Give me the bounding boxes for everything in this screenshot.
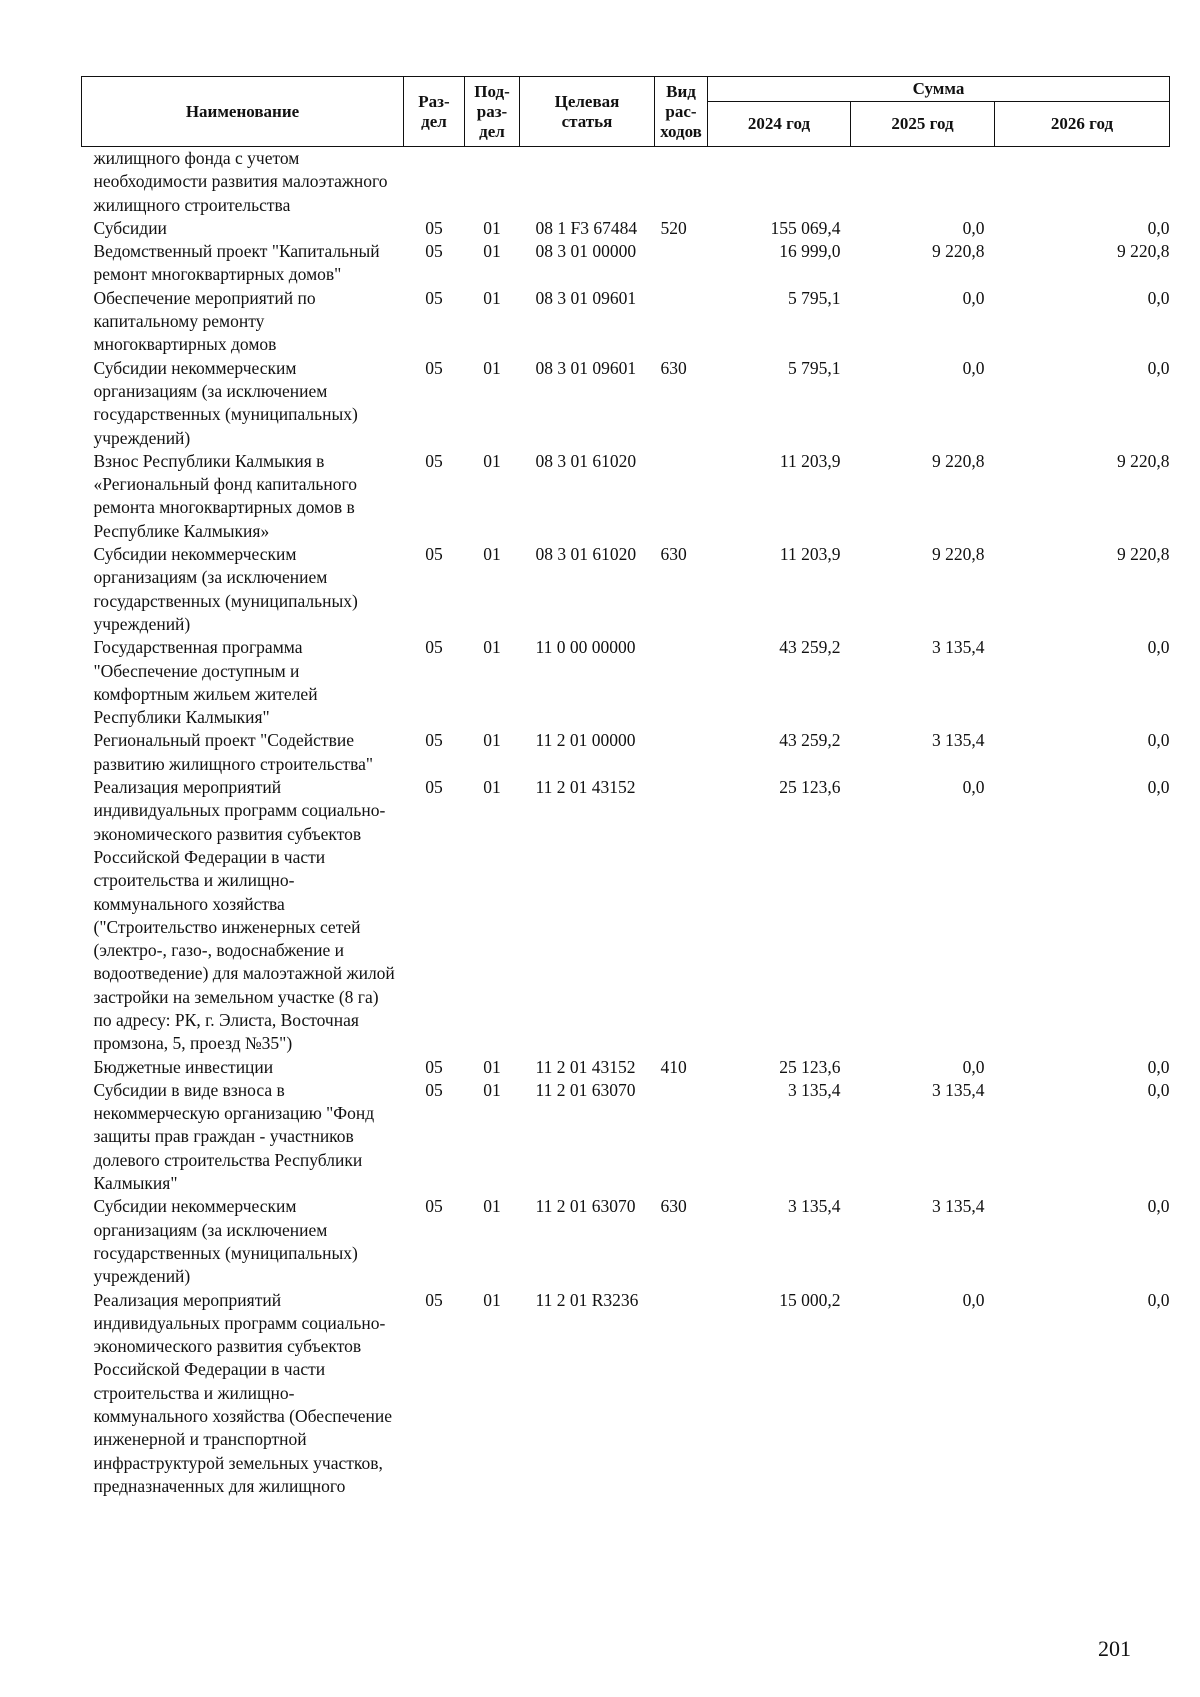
cell-sum-2026: 0,0	[1147, 1056, 1170, 1077]
table-row	[82, 1195, 1170, 1288]
table-row	[82, 147, 1170, 217]
cell-razdel	[404, 147, 465, 217]
cell-sum-2024: 5 795,1	[788, 357, 841, 378]
header-year-2024: 2024 год	[708, 102, 851, 147]
cell-name: Субсидии в виде взноса в некоммерческую организацию "Фонд защиты прав граждан - участников долевого строительства Республики Калмыкия"	[93, 1079, 375, 1194]
table-row	[82, 729, 1170, 776]
cell-vid-rashodov	[655, 729, 708, 776]
cell-razdel: 05	[425, 1289, 443, 1310]
header-summa: Сумма	[708, 77, 1170, 102]
cell-celevaya-statya: 11 2 01 43152	[535, 777, 636, 798]
header-vid-rashodov: Вид рас- ходов	[655, 77, 708, 147]
cell-podrazdel: 01	[483, 544, 501, 565]
cell-vid-rashodov: 630	[660, 357, 687, 378]
cell-vid-rashodov	[655, 1289, 708, 1499]
header-celevaya-statya: Целевая статья	[520, 77, 655, 147]
cell-name: Реализация мероприятий индивидуальных программ социально-экономического развития субъектов Российской Федерации в части строительства и жилищно-коммунального хозяйства (Обеспечение инженерной и транспортной инфраструктурой земельных участков, предназначенных для жилищного	[93, 1289, 393, 1496]
cell-vid-rashodov	[655, 636, 708, 729]
cell-razdel: 05	[425, 357, 443, 378]
cell-razdel: 05	[425, 217, 443, 238]
cell-celevaya-statya: 11 2 01 43152	[535, 1056, 636, 1077]
cell-vid-rashodov	[655, 240, 708, 287]
cell-celevaya-statya: 11 2 01 R3236	[535, 1289, 639, 1310]
cell-name: жилищного фонда с учетом необходимости развития малоэтажного жилищного строительства	[93, 148, 388, 215]
cell-sum-2024: 25 123,6	[779, 777, 841, 798]
table-row	[82, 776, 1170, 1056]
cell-podrazdel: 01	[483, 287, 501, 308]
header-year-2026: 2026 год	[995, 102, 1170, 147]
cell-sum-2025: 3 135,4	[932, 730, 985, 751]
cell-razdel: 05	[425, 730, 443, 751]
cell-sum-2026: 9 220,8	[1117, 544, 1170, 565]
table-body	[82, 147, 1170, 1499]
cell-sum-2025: 0,0	[962, 1056, 985, 1077]
cell-sum-2026: 0,0	[1147, 730, 1170, 751]
cell-sum-2025: 9 220,8	[932, 241, 985, 262]
cell-razdel: 05	[425, 1196, 443, 1217]
cell-sum-2025: 0,0	[962, 217, 985, 238]
header-podrazdel: Под- раз- дел	[465, 77, 520, 147]
cell-razdel: 05	[425, 1079, 443, 1100]
cell-celevaya-statya: 08 3 01 09601	[535, 287, 637, 308]
cell-podrazdel: 01	[483, 1196, 501, 1217]
cell-vid-rashodov: 630	[660, 1196, 687, 1217]
table-row	[82, 287, 1170, 357]
cell-razdel: 05	[425, 450, 443, 471]
cell-name: Обеспечение мероприятий по капитальному ремонту многоквартирных домов	[93, 287, 316, 355]
cell-sum-2024	[708, 147, 851, 217]
page-number: 201	[1098, 1636, 1131, 1661]
cell-sum-2025: 3 135,4	[932, 1079, 985, 1100]
cell-sum-2026: 0,0	[1147, 287, 1170, 308]
cell-sum-2025	[851, 147, 995, 217]
table-row	[82, 1056, 1170, 1079]
cell-sum-2026: 9 220,8	[1117, 241, 1170, 262]
cell-podrazdel: 01	[483, 1289, 501, 1310]
cell-sum-2026: 0,0	[1147, 1289, 1170, 1310]
cell-sum-2024: 3 135,4	[788, 1079, 841, 1100]
cell-sum-2025: 3 135,4	[932, 1196, 985, 1217]
header-razdel: Раз- дел	[404, 77, 465, 147]
cell-sum-2026: 0,0	[1147, 357, 1170, 378]
table-row	[82, 357, 1170, 450]
cell-sum-2024: 11 203,9	[779, 450, 841, 471]
cell-name: Реализация мероприятий индивидуальных программ социально-экономического развития субъектов Российской Федерации в части строительства и жилищно-коммунального хозяйства ("Строительство инженерных сетей (электро-, газо-, водоснабжение и водоотведение) для малоэтажной жилой застройки на земельном участке (8 га) по адресу: РК, г. Элиста, Восточная промзона, 5, проезд №35")	[93, 777, 395, 1054]
cell-vid-rashodov: 410	[660, 1056, 687, 1077]
cell-podrazdel	[465, 147, 520, 217]
cell-celevaya-statya: 08 3 01 61020	[535, 544, 637, 565]
cell-vid-rashodov: 520	[660, 217, 687, 238]
table-row	[82, 217, 1170, 240]
table-row	[82, 636, 1170, 729]
cell-celevaya-statya: 08 1 F3 67484	[535, 217, 638, 238]
cell-podrazdel: 01	[483, 217, 501, 238]
cell-vid-rashodov	[655, 147, 708, 217]
cell-sum-2026: 0,0	[1147, 1079, 1170, 1100]
cell-vid-rashodov	[655, 450, 708, 543]
cell-vid-rashodov	[655, 776, 708, 1056]
header-year-2025: 2025 год	[851, 102, 995, 147]
cell-celevaya-statya: 11 2 01 63070	[535, 1196, 636, 1217]
budget-table	[81, 76, 1170, 1498]
table-row	[82, 543, 1170, 636]
table-row	[82, 1079, 1170, 1195]
cell-sum-2025: 0,0	[962, 1289, 985, 1310]
cell-podrazdel: 01	[483, 1056, 501, 1077]
cell-sum-2026: 0,0	[1147, 1196, 1170, 1217]
cell-sum-2026: 0,0	[1147, 217, 1170, 238]
cell-name: Субсидии некоммерческим организациям (за исключением государственных (муниципальных) учреждений)	[93, 544, 358, 634]
cell-podrazdel: 01	[483, 450, 501, 471]
cell-razdel: 05	[425, 777, 443, 798]
cell-sum-2024: 43 259,2	[779, 730, 841, 751]
cell-celevaya-statya	[520, 147, 655, 217]
cell-celevaya-statya: 08 3 01 00000	[535, 241, 637, 262]
cell-vid-rashodov: 630	[660, 544, 687, 565]
cell-name: Субсидии некоммерческим организациям (за исключением государственных (муниципальных) учреждений)	[93, 357, 358, 448]
cell-sum-2025: 9 220,8	[932, 450, 985, 471]
cell-name: Бюджетные инвестиции	[93, 1056, 274, 1077]
cell-sum-2026: 9 220,8	[1117, 450, 1170, 471]
cell-sum-2026: 0,0	[1147, 777, 1170, 798]
cell-razdel: 05	[425, 287, 443, 308]
cell-vid-rashodov	[655, 287, 708, 357]
cell-sum-2024: 3 135,4	[788, 1196, 841, 1217]
cell-sum-2024: 15 000,2	[779, 1289, 841, 1310]
cell-sum-2024: 11 203,9	[779, 544, 841, 565]
table-header	[82, 77, 1170, 147]
cell-podrazdel: 01	[483, 241, 501, 262]
cell-vid-rashodov	[655, 1079, 708, 1195]
cell-sum-2024: 25 123,6	[779, 1056, 841, 1077]
cell-name: Государственная программа "Обеспечение доступным и комфортным жильем жителей Республики Калмыкия"	[93, 637, 318, 728]
cell-podrazdel: 01	[483, 637, 501, 658]
cell-podrazdel: 01	[483, 1079, 501, 1100]
header-name: Наименование	[82, 77, 404, 147]
cell-name: Субсидии	[93, 217, 167, 238]
cell-sum-2024: 43 259,2	[779, 637, 841, 658]
cell-celevaya-statya: 11 2 01 63070	[535, 1079, 636, 1100]
table-row	[82, 240, 1170, 287]
table-row	[82, 1289, 1170, 1499]
cell-sum-2024: 5 795,1	[788, 287, 841, 308]
cell-name: Ведомственный проект "Капитальный ремонт многоквартирных домов"	[93, 241, 380, 285]
cell-sum-2024: 16 999,0	[779, 241, 841, 262]
cell-sum-2025: 3 135,4	[932, 637, 985, 658]
cell-sum-2025: 9 220,8	[932, 544, 985, 565]
cell-sum-2025: 0,0	[962, 287, 985, 308]
budget-table-page	[81, 76, 1169, 1498]
cell-celevaya-statya: 08 3 01 61020	[535, 450, 637, 471]
cell-celevaya-statya: 11 2 01 00000	[535, 730, 636, 751]
cell-name: Субсидии некоммерческим организациям (за исключением государственных (муниципальных) учреждений)	[93, 1196, 358, 1287]
cell-name: Взнос Республики Калмыкия в «Региональный фонд капитального ремонта многоквартирных домов в Республике Калмыкия»	[93, 450, 358, 541]
cell-razdel: 05	[425, 544, 443, 565]
cell-podrazdel: 01	[483, 777, 501, 798]
cell-razdel: 05	[425, 637, 443, 658]
cell-sum-2025: 0,0	[962, 357, 985, 378]
cell-celevaya-statya: 08 3 01 09601	[535, 357, 637, 378]
cell-razdel: 05	[425, 241, 443, 262]
cell-sum-2024: 155 069,4	[770, 217, 841, 238]
cell-podrazdel: 01	[483, 730, 501, 751]
cell-sum-2026	[995, 147, 1170, 217]
cell-sum-2025: 0,0	[962, 777, 985, 798]
cell-name: Региональный проект "Содействие развитию жилищного строительства"	[93, 730, 374, 774]
cell-celevaya-statya: 11 0 00 00000	[535, 637, 636, 658]
table-row	[82, 450, 1170, 543]
cell-razdel: 05	[425, 1056, 443, 1077]
cell-podrazdel: 01	[483, 357, 501, 378]
cell-sum-2026: 0,0	[1147, 637, 1170, 658]
